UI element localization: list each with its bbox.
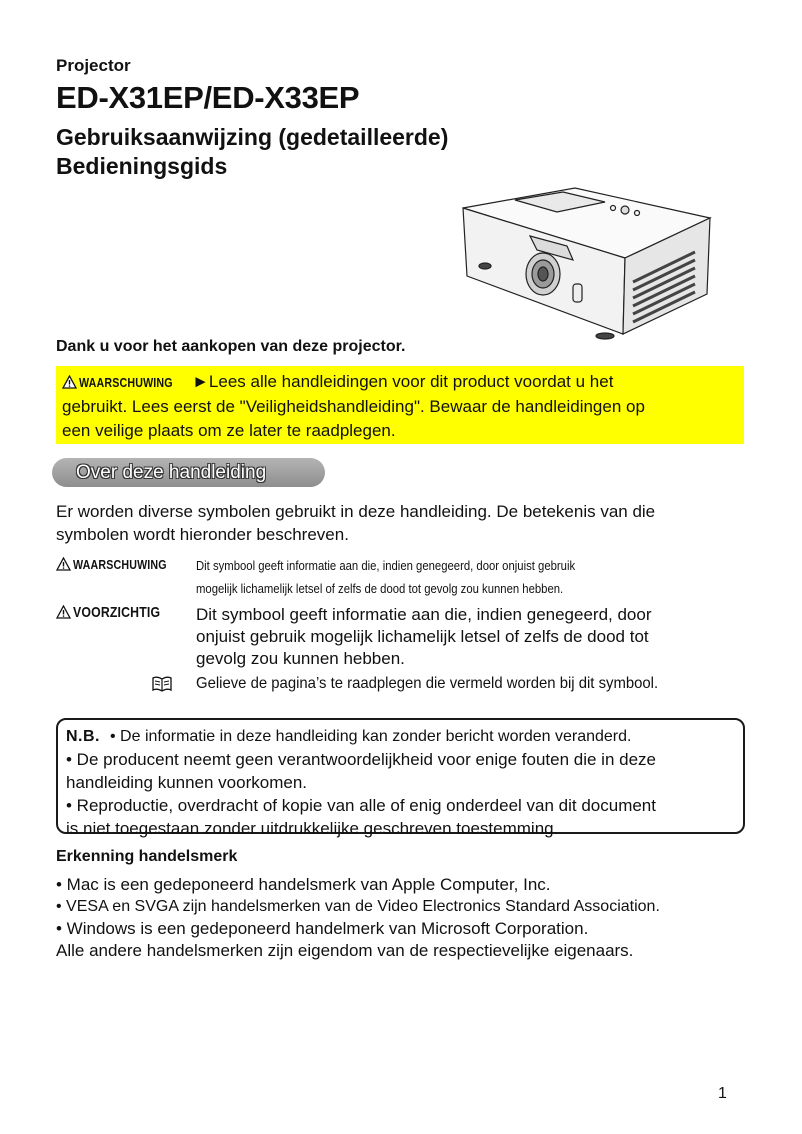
symbol-warning-line-2: mogelijk lichamelijk letsel of zelfs de dood tot gevolg zou kunnen hebben. xyxy=(196,581,564,596)
trademark-item-2: • VESA en SVGA zijn handelsmerken van de Video Electronics Standard Association. xyxy=(56,898,660,915)
trademark-list xyxy=(56,874,756,962)
warning-triangle-icon xyxy=(56,605,71,619)
note-line-4: • Reproductie, overdracht of kopie van alle of enig onderdeel van dit document xyxy=(66,796,656,815)
note-line-5: is niet toegestaan zonder uitdrukkelijke geschreven toestemming. xyxy=(66,819,559,838)
symbol-caution-line-2: onjuist gebruik mogelijk lichamelijk letsel of zelfs de dood tot xyxy=(196,627,649,646)
symbol-caution-line-1: Dit symbool geeft informatie aan die, indien genegeerd, door xyxy=(196,605,652,624)
warning-line-2: gebruikt. Lees eerst de "Veiligheidshandleiding". Bewaar de handleidingen op xyxy=(62,397,645,416)
subtitle-line-2: Bedieningsgids xyxy=(56,153,228,179)
symbol-caution-label: VOORZICHTIG xyxy=(73,604,161,621)
symbol-warning-label: WAARSCHUWING xyxy=(73,557,167,572)
symbol-caution-line-3: gevolg zou kunnen hebben. xyxy=(196,649,405,668)
warning-triangle-icon xyxy=(56,557,71,571)
note-line-1: • De informatie in deze handleiding kan zonder bericht worden veranderd. xyxy=(110,728,632,745)
symbol-caution xyxy=(56,604,179,622)
note-line-3: handleiding kunnen voorkomen. xyxy=(66,773,308,792)
trademark-item-4: Alle andere handelsmerken zijn eigendom van de respectievelijke eigenaars. xyxy=(56,941,634,960)
note-box xyxy=(56,718,745,838)
symbol-warning-description xyxy=(196,554,744,600)
intro-line-2: symbolen wordt hieronder beschreven. xyxy=(56,525,349,544)
warning-line-3: een veilige plaats om ze later te raadplegen. xyxy=(62,421,396,440)
symbol-caution-description xyxy=(196,604,736,670)
trademark-item-1: • Mac is een gedeponeerd handelsmerk van Apple Computer, Inc. xyxy=(56,875,551,894)
warning-box xyxy=(56,366,744,444)
document-category: Projector xyxy=(56,56,131,75)
symbol-warning-line-1: Dit symbool geeft informatie aan die, indien genegeerd, door onjuist gebruik xyxy=(196,558,576,573)
note-line-2: • De producent neemt geen verantwoordelijkheid voor enige fouten die in deze xyxy=(66,750,657,769)
intro-line-1: Er worden diverse symbolen gebruikt in deze handleiding. De betekenis van die xyxy=(56,502,656,521)
symbol-warning xyxy=(56,556,187,574)
note-label: N.B. xyxy=(66,728,100,745)
subtitle-line-1: Gebruiksaanwijzing (gedetailleerde) xyxy=(56,124,449,150)
thank-you-text: Dank u voor het aankopen van deze projector. xyxy=(56,338,406,355)
warning-line-1: Lees alle handleidingen voor dit product voordat u het xyxy=(208,372,614,391)
warning-arrow: ► xyxy=(192,372,209,391)
section-intro xyxy=(56,500,746,546)
reference-description: Gelieve de pagina’s te raadplegen die vermeld worden bij dit symbool. xyxy=(196,675,659,692)
projector-illustration xyxy=(455,186,720,346)
warning-triangle-icon xyxy=(62,375,77,389)
trademark-heading: Erkenning handelsmerk xyxy=(56,848,238,865)
warning-label: WAARSCHUWING xyxy=(79,375,173,390)
trademark-item-3: • Windows is een gedeponeerd handelmerk van Microsoft Corporation. xyxy=(56,919,589,938)
model-title: ED-X31EP/ED-X33EP xyxy=(56,80,360,115)
page-number: 1 xyxy=(718,1085,727,1102)
section-heading: Over deze handleiding xyxy=(52,458,325,487)
book-icon xyxy=(152,676,172,692)
